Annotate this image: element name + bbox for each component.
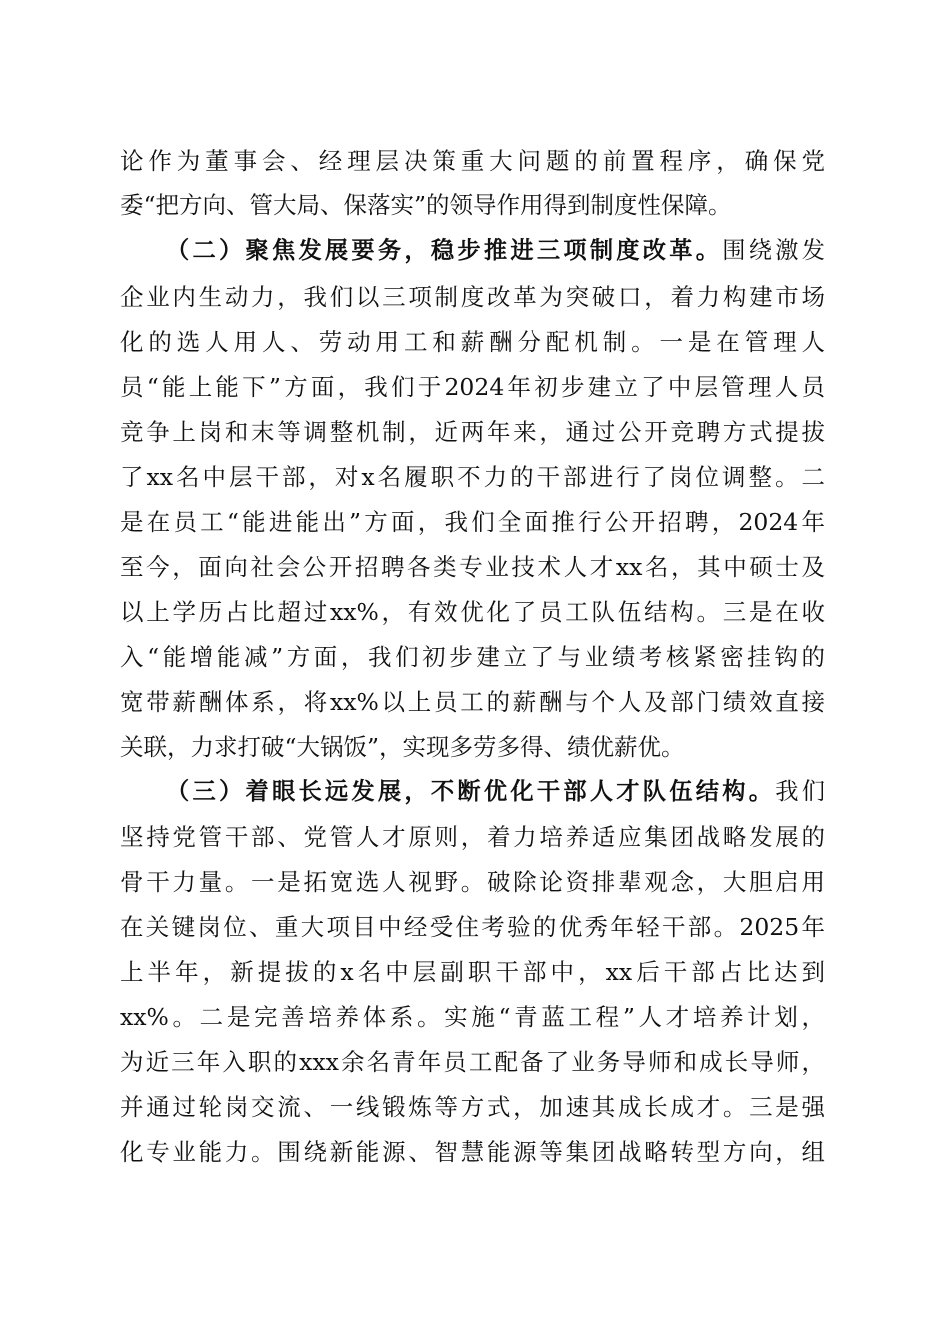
line-text: 骨干力量。一是拓宽选人视野。破除论资排辈观念，大胆启用 <box>120 868 825 896</box>
text-line <box>120 139 825 183</box>
text-line <box>120 995 825 1039</box>
line-text: 化的选人用人、劳动用工和薪酬分配机制。一是在管理人 <box>120 328 825 356</box>
line-text: 以上学历占比超过xx%，有效优化了员工队伍结构。三是在收 <box>120 598 825 626</box>
section-heading: （三）着眼长远发展，不断优化干部人才队伍结构。 <box>166 778 776 805</box>
line-text: 围绕激发 <box>722 237 825 264</box>
line-text: 在关键岗位、重大项目中经受住考验的优秀年轻干部。2025年 <box>120 913 825 941</box>
line-text: 入“能增能减”方面，我们初步建立了与业绩考核紧密挂钩的 <box>120 643 825 671</box>
text-line <box>120 1085 825 1129</box>
line-text: 论作为董事会、经理层决策重大问题的前置程序，确保党 <box>120 147 825 175</box>
text-line <box>120 275 825 319</box>
line-text: 企业内生动力，我们以三项制度改革为突破口，着力构建市场 <box>120 283 825 311</box>
section-heading-line <box>166 770 825 814</box>
line-text: 宽带薪酬体系，将xx%以上员工的薪酬与个人及部门绩效直接 <box>120 688 825 716</box>
text-line <box>120 500 825 544</box>
text-line <box>120 365 825 409</box>
text-line <box>120 950 825 994</box>
text-line <box>120 1130 825 1174</box>
text-line <box>120 455 825 499</box>
text-line <box>120 320 825 364</box>
text-line <box>120 1040 825 1084</box>
text-line <box>120 860 825 904</box>
line-text: 了xx名中层干部，对x名履职不力的干部进行了岗位调整。二 <box>120 463 825 491</box>
line-text: 关联，力求打破“大锅饭”，实现多劳多得、绩优薪优。 <box>120 733 685 761</box>
line-text: 化专业能力。围绕新能源、智慧能源等集团战略转型方向，组 <box>120 1138 825 1166</box>
line-text: 是在员工“能进能出”方面，我们全面推行公开招聘，2024年 <box>120 508 825 536</box>
text-line <box>120 725 825 769</box>
line-text: 坚持党管干部、党管人才原则，着力培养适应集团战略发展的 <box>120 823 825 851</box>
line-text: 并通过轮岗交流、一线锻炼等方式，加速其成长成才。三是强 <box>120 1093 825 1121</box>
section-heading: （二）聚焦发展要务，稳步推进三项制度改革。 <box>166 237 723 264</box>
text-line <box>120 590 825 634</box>
text-line <box>120 545 825 589</box>
text-line <box>120 183 825 227</box>
line-text: xx%。二是完善培养体系。实施“青蓝工程”人才培养计划， <box>120 1003 825 1031</box>
section-heading-line <box>166 229 825 273</box>
line-text: 竞争上岗和末等调整机制，近两年来，通过公开竞聘方式提拔 <box>120 418 825 446</box>
line-text: 我们 <box>775 778 825 805</box>
text-line <box>120 635 825 679</box>
line-text: 委“把方向、管大局、保落实”的领导作用得到制度性保障。 <box>120 191 732 219</box>
line-text: 员“能上能下”方面，我们于2024年初步建立了中层管理人员 <box>120 373 825 401</box>
text-line <box>120 815 825 859</box>
text-line <box>120 905 825 949</box>
line-text: 为近三年入职的xxx余名青年员工配备了业务导师和成长导师， <box>120 1048 825 1076</box>
text-line <box>120 680 825 724</box>
text-line <box>120 410 825 454</box>
line-text: 上半年，新提拔的x名中层副职干部中，xx后干部占比达到 <box>120 958 825 986</box>
line-text: 至今，面向社会公开招聘各类专业技术人才xx名，其中硕士及 <box>120 553 825 581</box>
